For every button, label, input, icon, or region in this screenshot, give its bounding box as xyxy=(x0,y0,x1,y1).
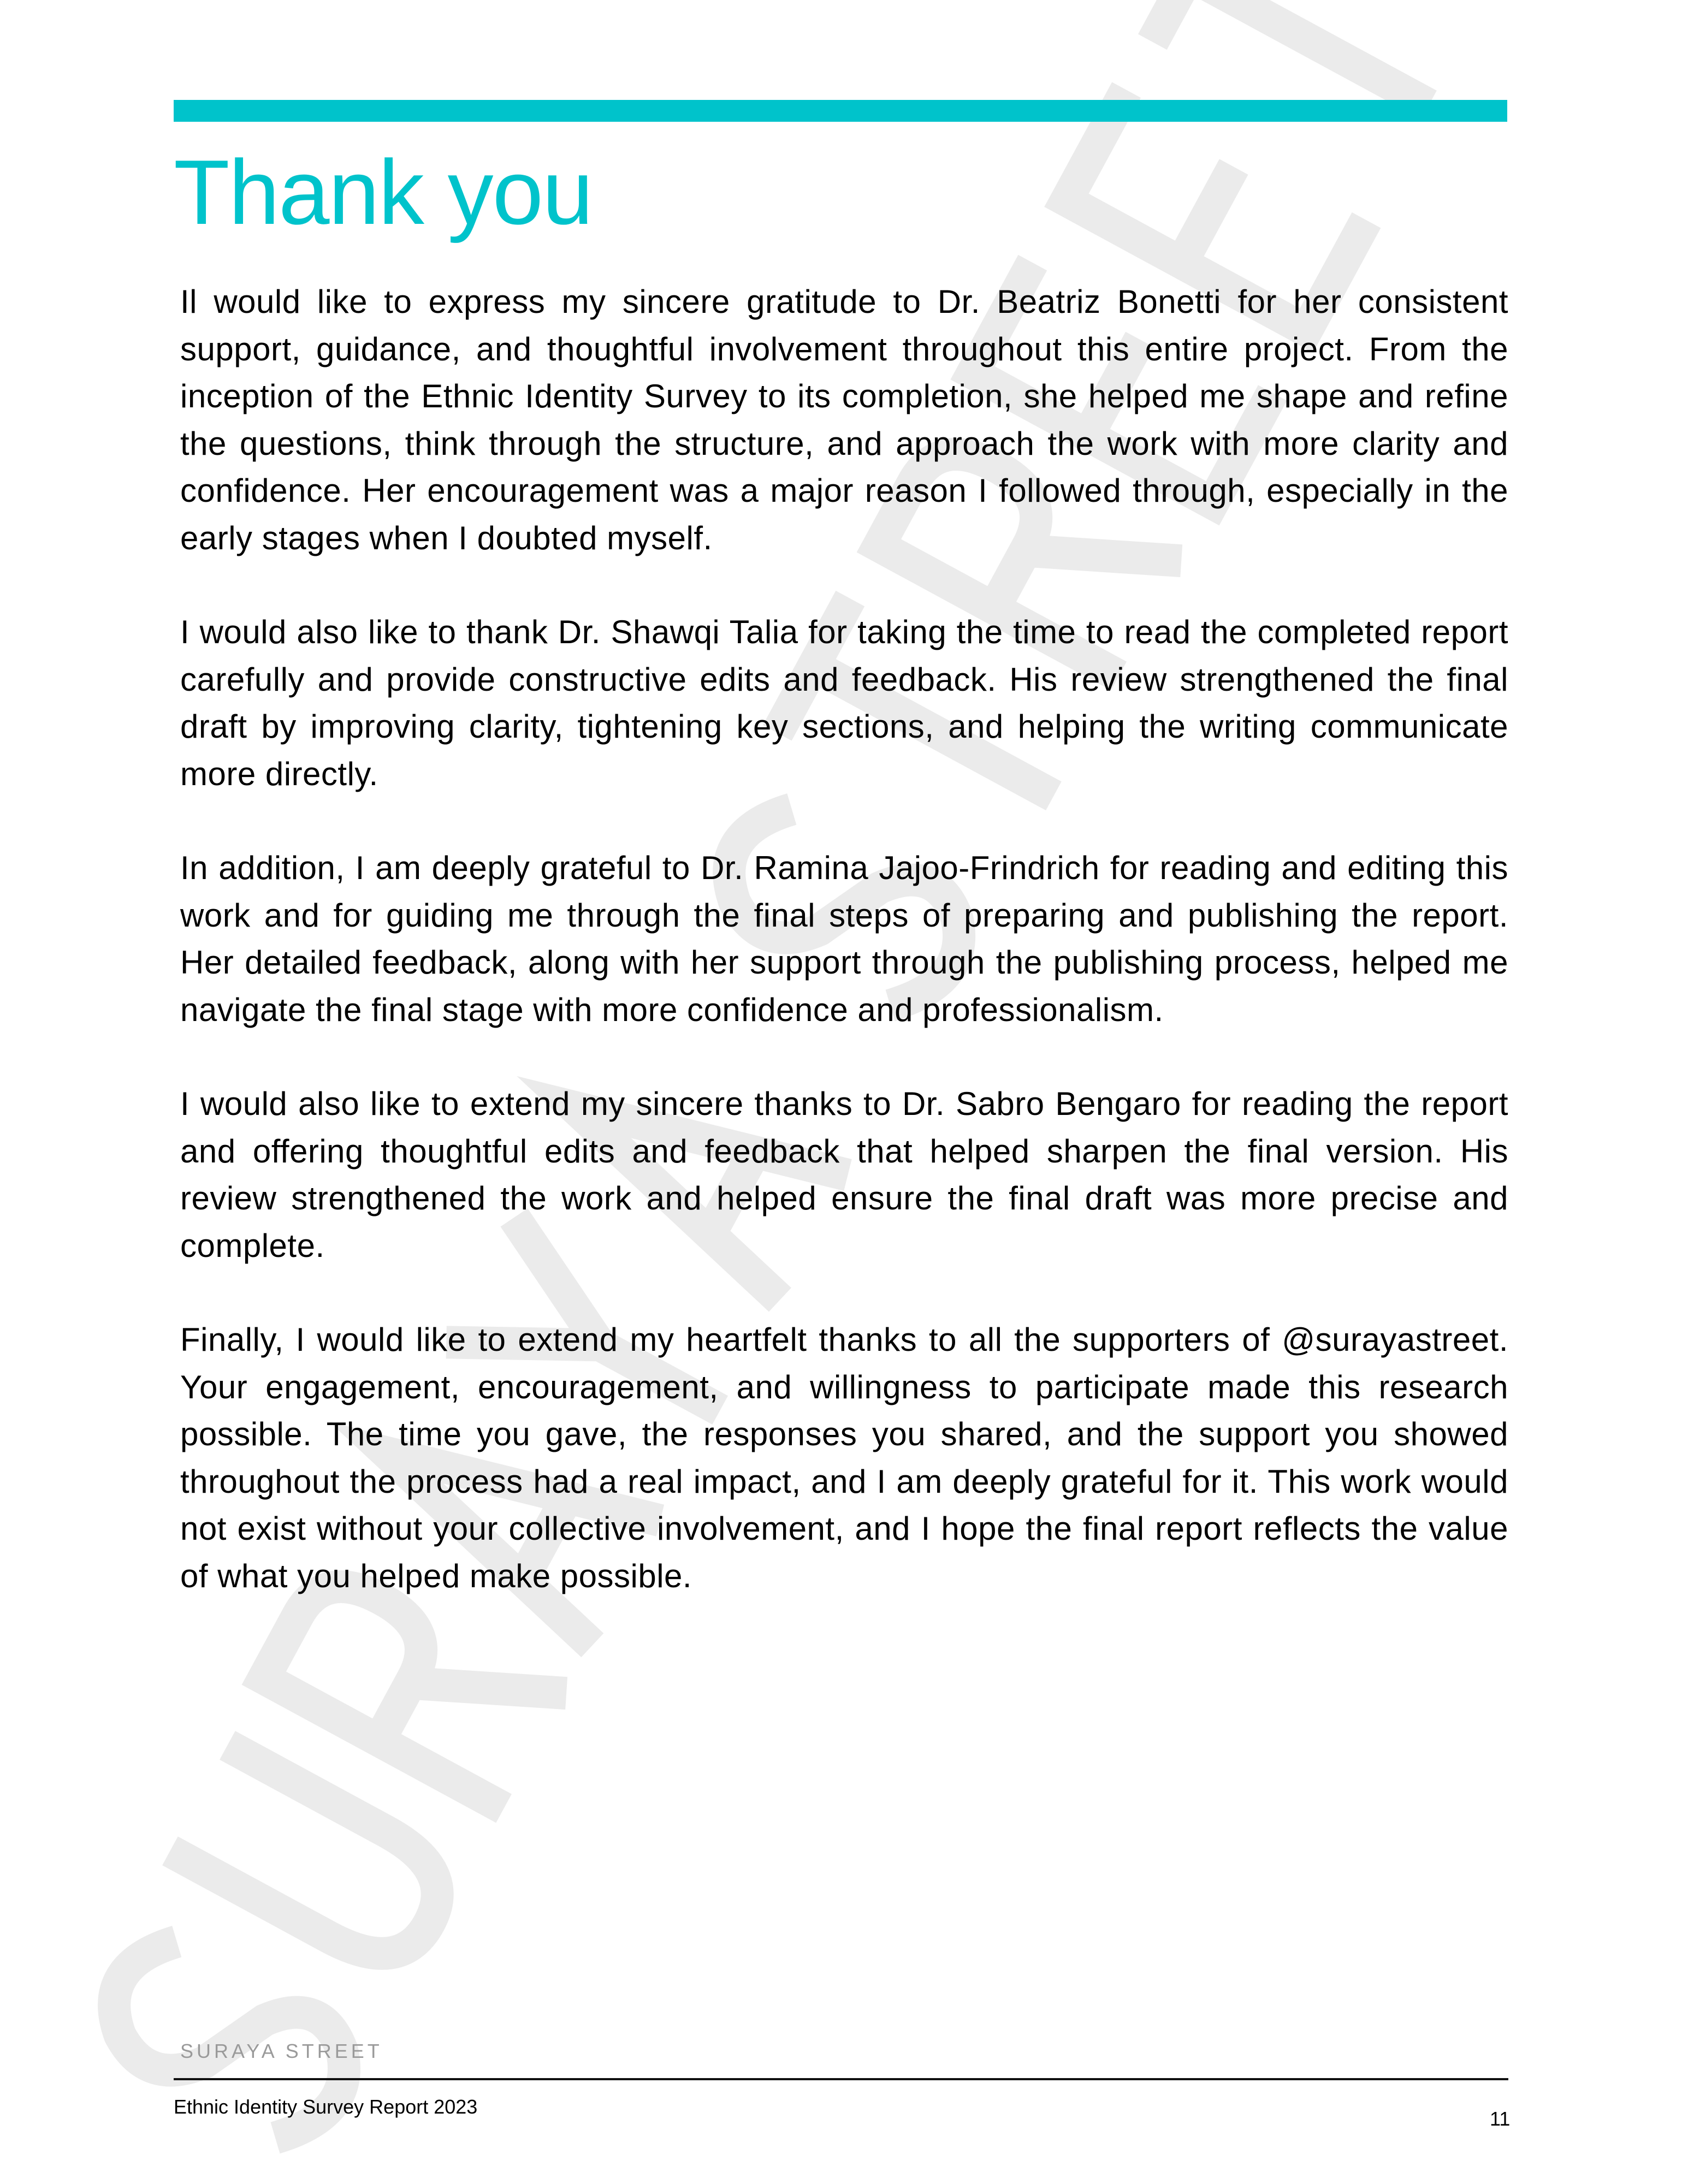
paragraph-bengaro: I would also like to extend my sincere thanks to Dr. Sabro Bengaro for reading the report and offering thoughtful edits and feedback that helped sharpen the final version. His review strengthened the work and helped ensure the final draft was more precise and complete. xyxy=(180,1085,1508,1264)
watermark-letter-u xyxy=(170,1746,458,1976)
footer-divider xyxy=(174,2078,1508,2080)
accent-header-bar xyxy=(174,100,1507,122)
watermark-letter-t xyxy=(1152,0,1465,172)
footer-report-title: Ethnic Identity Survey Report 2023 xyxy=(174,2096,478,2118)
acknowledgements-body xyxy=(180,278,1508,1647)
paragraph-supporters: Finally, I would like to extend my heartfelt thanks to all the supporters of @surayastreet. Your engagement, encouragement, and willingness to participate made this research possible. The time you gave, the responses you shared, and the support you showed throughout the process had a real impact, and I am deeply grateful for it. This work would not exist without your collective involvement, and I hope the final report reflects the value of what you helped make possible. xyxy=(180,1321,1508,1594)
paragraph-bonetti: Il would like to express my sincere gratitude to Dr. Beatriz Bonetti for her consistent support, guidance, and thoughtful involvement throughout this entire project. From the inception of the Ethnic Identity Survey to its completion, she helped me shape and refine the questions, think through the structure, and approach the work with more clarity and confidence. Her encouragement was a major reason I followed through, especially in the early stages when I doubted myself. xyxy=(180,283,1508,556)
paragraph-jajoo-frindrich: In addition, I am deeply grateful to Dr. Ramina Jajoo-Frindrich for reading and editing this work and for guiding me through the final steps of preparing and publishing the report. Her detailed feedback, along with her support through the publishing process, helped me navigate the final stage with more confidence and professionalism. xyxy=(180,850,1508,1028)
page-title: Thank you xyxy=(174,141,593,244)
page-number: 11 xyxy=(1490,2108,1511,2130)
paragraph-talia: I would also like to thank Dr. Shawqi Talia for taking the time to read the completed report carefully and provide constructive edits and feedback. His review strengthened the final draft by improving clarity, tightening key sections, and helping the writing communicate more directly. xyxy=(180,614,1508,792)
watermark-text: SURAYA STREET xyxy=(180,2040,383,2062)
